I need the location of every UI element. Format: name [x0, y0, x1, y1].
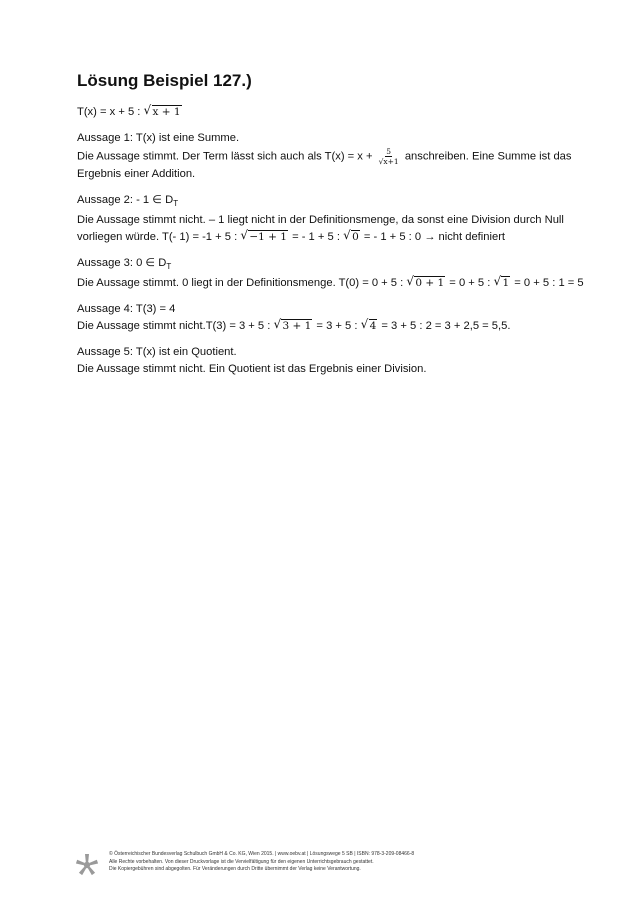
- statement-2-heading: [77, 192, 567, 212]
- publisher-logo-icon: [75, 853, 99, 877]
- statement-1-text-b: anschreiben. Eine Summe ist das: [401, 150, 572, 163]
- sqrt-expression: √ 0: [343, 228, 359, 244]
- statement-1-line-1: [77, 147, 572, 166]
- solution-content: [77, 103, 584, 387]
- statement-1: [77, 130, 572, 183]
- statement-2-line-2: [77, 229, 567, 246]
- statement-5-line-1: Die Aussage stimmt nicht. Ein Quotient ist das Ergebnis einer Division.: [77, 363, 427, 376]
- statement-3-heading: [77, 255, 567, 275]
- statement-2-text-a: vorliegen würde. T(- 1) = -1 + 5 :: [77, 231, 241, 244]
- statement-3-heading-text: Aussage 3: 0 ∈ D: [77, 257, 167, 270]
- statement-4-line-1: [77, 318, 567, 335]
- footer-disclaimer: Die Kopiergebühren sind abgegolten. Für Veränderungen durch Dritte übernimmt der Verlag keine Verantwortung.: [109, 866, 361, 872]
- sqrt-expression: √ x + 1: [143, 103, 181, 118]
- statement-4-text-c: = 3 + 5 : 2 = 3 + 2,5 = 5,5.: [378, 320, 511, 333]
- statement-5: [77, 344, 567, 378]
- sqrt-argument: 4: [369, 320, 377, 333]
- statement-3-text-b: = 0 + 5 :: [446, 277, 494, 290]
- sqrt-argument: 0 + 1: [415, 277, 445, 290]
- sqrt-expression: √ 1: [493, 274, 510, 290]
- statement-4-text-b: = 3 + 5 :: [313, 320, 361, 333]
- sqrt-expression: √ 0 + 1: [406, 274, 445, 290]
- sqrt-expression: √ −1 + 1: [240, 228, 287, 244]
- sqrt-expression: √ 3 + 1: [273, 317, 312, 333]
- statement-2-line-1: Die Aussage stimmt nicht. – 1 liegt nicht in der Definitionsmenge, da sonst eine Division durch Null: [77, 214, 564, 227]
- footer-text: [109, 851, 414, 874]
- statement-3-text-a: Die Aussage stimmt. 0 liegt in der Definitionsmenge. T(0) = 0 + 5 :: [77, 277, 407, 290]
- statement-3-line-1: [77, 274, 584, 292]
- sqrt-expression: √ 4: [360, 317, 377, 333]
- statement-3-text-c: = 0 + 5 : 1 = 5: [511, 277, 584, 290]
- statement-2-text-b: = - 1 + 5 :: [288, 231, 344, 244]
- fraction-denominator: √x+1: [378, 157, 399, 166]
- statement-4: [77, 301, 567, 335]
- page-title: Lösung Beispiel 127.): [77, 71, 252, 90]
- domain-subscript: T: [166, 262, 172, 272]
- footer-copyright: © Österreichischer Bundesverlag Schulbuch GmbH & Co. KG, Wien 2015. | www.oebv.at | Lösungswege 5 SB | ISBN: 978-3-209-08466-8: [109, 851, 415, 857]
- footer-rights: Alle Rechte vorbehalten. Von dieser Druckvorlage ist die Vervielfältigung für den eigenen Unterrichtsgebrauch gestattet.: [109, 858, 374, 865]
- statement-3: [77, 255, 584, 292]
- domain-subscript: T: [173, 199, 179, 209]
- statement-2-heading-text: Aussage 2: - 1 ∈ D: [77, 194, 174, 206]
- sqrt-argument: 0: [352, 231, 359, 244]
- statement-1-line-2: Ergebnis einer Addition.: [77, 168, 196, 180]
- fraction-numerator: 5: [386, 147, 392, 156]
- statement-4-text-a: Die Aussage stimmt nicht.T(3) = 3 + 5 :: [77, 320, 274, 333]
- sqrt-argument: x + 1: [152, 106, 181, 118]
- definition-line: [77, 104, 567, 121]
- statement-4-heading: Aussage 4: T(3) = 4: [77, 303, 176, 316]
- statement-2-text-c: = - 1 + 5 : 0 → nicht definiert: [360, 231, 506, 244]
- term-definition: [77, 104, 567, 121]
- sqrt-argument: 3 + 1: [282, 320, 312, 333]
- statement-2: [77, 192, 567, 246]
- statement-1-text-a: Die Aussage stimmt. Der Term lässt sich auch als T(x) = x +: [77, 150, 376, 163]
- statement-5-heading: Aussage 5: T(x) ist ein Quotient.: [77, 346, 237, 359]
- sqrt-argument: −1 + 1: [249, 231, 287, 244]
- fraction: [378, 147, 400, 166]
- definition-text: T(x) = x + 5 :: [77, 106, 144, 118]
- statement-1-heading: Aussage 1: T(x) ist eine Summe.: [77, 132, 240, 144]
- sqrt-argument: 1: [502, 277, 510, 290]
